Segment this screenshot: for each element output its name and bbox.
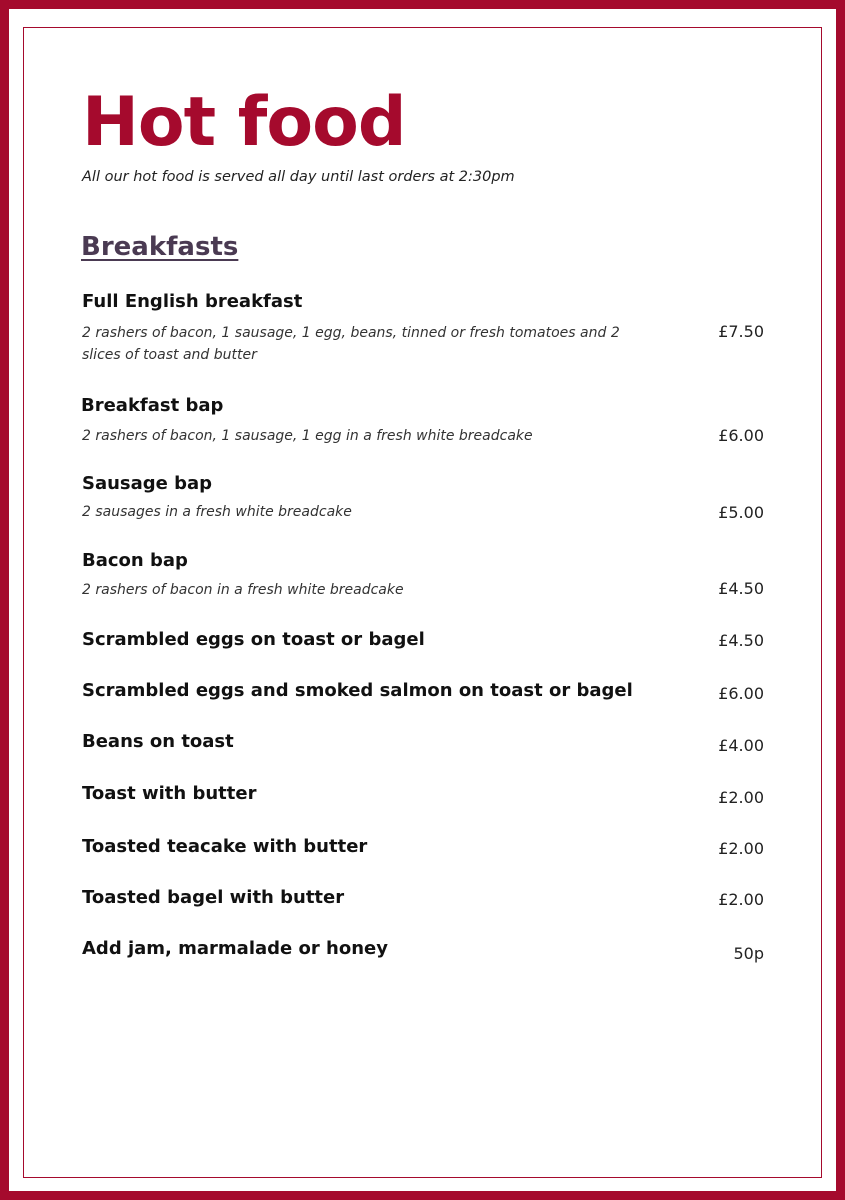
menu-item-name: Bacon bap	[82, 550, 188, 571]
menu-item-price: £6.00	[718, 684, 764, 703]
inner-border	[23, 27, 822, 1178]
menu-item-price: £2.00	[718, 788, 764, 807]
menu-item-name: Beans on toast	[82, 731, 234, 752]
menu-item-price: £2.00	[718, 839, 764, 858]
menu-item-price: £5.00	[718, 503, 764, 522]
menu-item-name: Toast with butter	[82, 783, 257, 804]
menu-item-name: Scrambled eggs and smoked salmon on toast or bagel	[82, 680, 633, 701]
menu-item-name: Toasted bagel with butter	[82, 887, 345, 908]
menu-item-description: 2 sausages in a fresh white breadcake	[82, 504, 352, 520]
section-heading-breakfasts: Breakfasts	[81, 232, 239, 262]
menu-item-description: 2 rashers of bacon, 1 sausage, 1 egg, beans, tinned or fresh tomatoes and 2 slices of toast and butter	[82, 325, 620, 363]
menu-item-name: Sausage bap	[82, 473, 213, 494]
menu-item-name: Scrambled eggs on toast or bagel	[82, 629, 425, 650]
menu-item-price: 50p	[733, 944, 764, 963]
menu-item-description: 2 rashers of bacon, 1 sausage, 1 egg in a fresh white breadcake	[82, 428, 533, 444]
menu-item-name: Toasted teacake with butter	[82, 836, 368, 857]
menu-item-name: Add jam, marmalade or honey	[82, 938, 388, 959]
page-title: Hot food	[82, 83, 406, 162]
menu-item-price: £2.00	[718, 890, 764, 909]
menu-item-name: Breakfast bap	[81, 395, 224, 416]
menu-item-description: 2 rashers of bacon in a fresh white breadcake	[82, 582, 404, 598]
menu-item-name: Full English breakfast	[82, 291, 303, 312]
page-subtitle: All our hot food is served all day until last orders at 2:30pm	[82, 169, 515, 185]
menu-item-price: £6.00	[718, 426, 764, 445]
menu-item-price: £4.00	[718, 736, 764, 755]
menu-item-price: £4.50	[718, 631, 764, 650]
menu-item-price: £7.50	[718, 322, 764, 341]
menu-item-price: £4.50	[718, 579, 764, 598]
